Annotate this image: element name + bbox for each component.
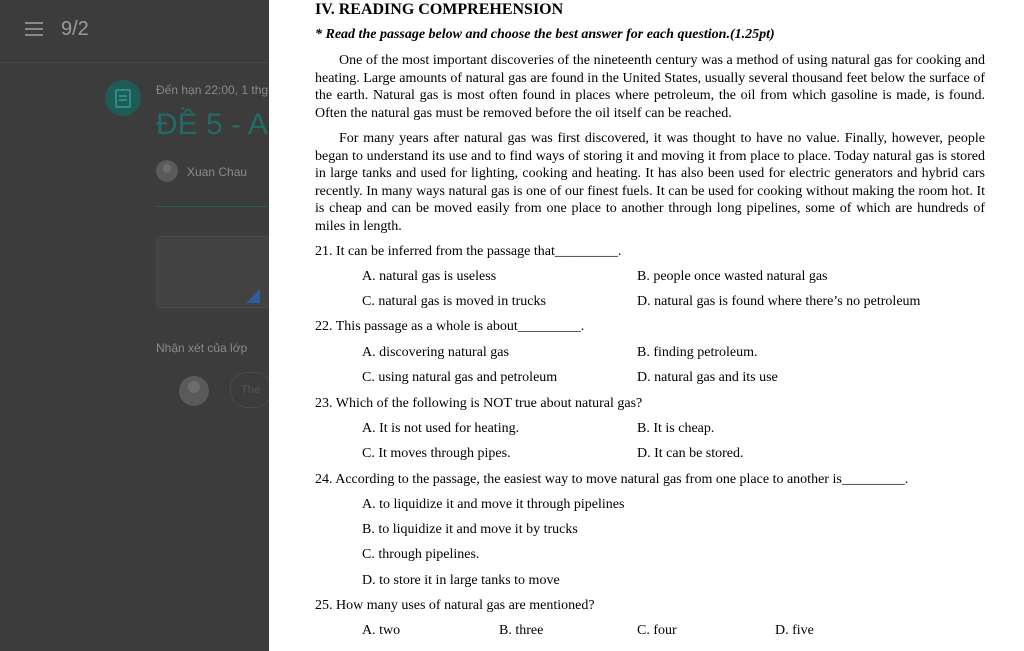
question-21: 21. It can be inferred from the passage that_________. <box>315 244 622 259</box>
question-25-option-c: C. four <box>637 623 677 638</box>
question-22-option-a: A. discovering natural gas <box>362 345 509 360</box>
question-21-option-d: D. natural gas is found where there’s no petroleum <box>637 294 921 309</box>
question-25-option-d: D. five <box>775 623 814 638</box>
question-22: 22. This passage as a whole is about_________. <box>315 319 585 334</box>
question-23-option-b: B. It is cheap. <box>637 421 715 436</box>
question-25-option-b: B. three <box>499 623 544 638</box>
class-comments-label: Nhận xét của lớp <box>156 341 248 355</box>
user-avatar <box>179 376 209 406</box>
class-title[interactable]: 9/2 <box>61 18 89 40</box>
question-24-option-b: B. to liquidize it and move it by trucks <box>362 522 578 537</box>
question-23: 23. Which of the following is NOT true about natural gas? <box>315 396 643 411</box>
attachment-thumbnail[interactable] <box>156 236 271 308</box>
comment-input[interactable]: The <box>230 372 272 408</box>
question-21-option-b: B. people once wasted natural gas <box>637 269 828 284</box>
question-24-option-c: C. through pipelines. <box>362 547 480 562</box>
section-heading: IV. READING COMPREHENSION <box>315 1 564 18</box>
question-24-option-d: D. to store it in large tanks to move <box>362 573 560 588</box>
due-date: Đến hạn 22:00, 1 thg <box>156 83 269 97</box>
author-name: Xuan Chau <box>187 165 248 179</box>
menu-icon[interactable] <box>25 22 43 36</box>
document-viewer <box>269 0 1024 651</box>
passage-paragraph-2: For many years after natural gas was first discovered, it was thought to have no value. Finally, however, people began to understand its use and to find ways of storing it and moving it from place to place. Today natural gas is stored in large tanks and used for lighting, cooking and heating. It has also been used for electric generators and hybrid cars recently. In many ways natural gas is one of our finest fuels. It can be used for cooking without making the room hot. It is cheap and can be moved easily from one place to another through long pipelines, some of which are hundreds of miles in length. <box>315 131 985 234</box>
question-24-option-a: A. to liquidize it and move it through pipelines <box>362 497 625 512</box>
passage-paragraph-1: One of the most important discoveries of the nineteenth century was a method of using natural gas for cooking and heating. Large amounts of natural gas are found in the United States, usually several thousand feet below the surface of the earth. Natural gas is most often found in places where petroleum, the oil from which gasoline is made, is found. Often the natural gas must be removed before the oil itself can be reached. <box>315 53 985 121</box>
author-avatar <box>156 160 178 182</box>
question-22-option-b: B. finding petroleum. <box>637 345 758 360</box>
question-23-option-a: A. It is not used for heating. <box>362 421 520 436</box>
instruction: * Read the passage below and choose the best answer for each question.(1.25pt) <box>315 27 775 42</box>
question-21-option-c: C. natural gas is moved in trucks <box>362 294 546 309</box>
question-24: 24. According to the passage, the easiest way to move natural gas from one place to another is_________. <box>315 472 909 487</box>
question-23-option-d: D. It can be stored. <box>637 446 744 461</box>
question-22-option-c: C. using natural gas and petroleum <box>362 370 558 385</box>
title-divider <box>156 206 269 207</box>
question-25-option-a: A. two <box>362 623 401 638</box>
question-22-option-d: D. natural gas and its use <box>637 370 778 385</box>
question-21-option-a: A. natural gas is useless <box>362 269 497 284</box>
question-25: 25. How many uses of natural gas are mentioned? <box>315 598 595 613</box>
assignment-title: ĐỀ 5 - A <box>156 108 268 141</box>
question-23-option-c: C. It moves through pipes. <box>362 446 511 461</box>
assignment-icon <box>105 80 141 116</box>
